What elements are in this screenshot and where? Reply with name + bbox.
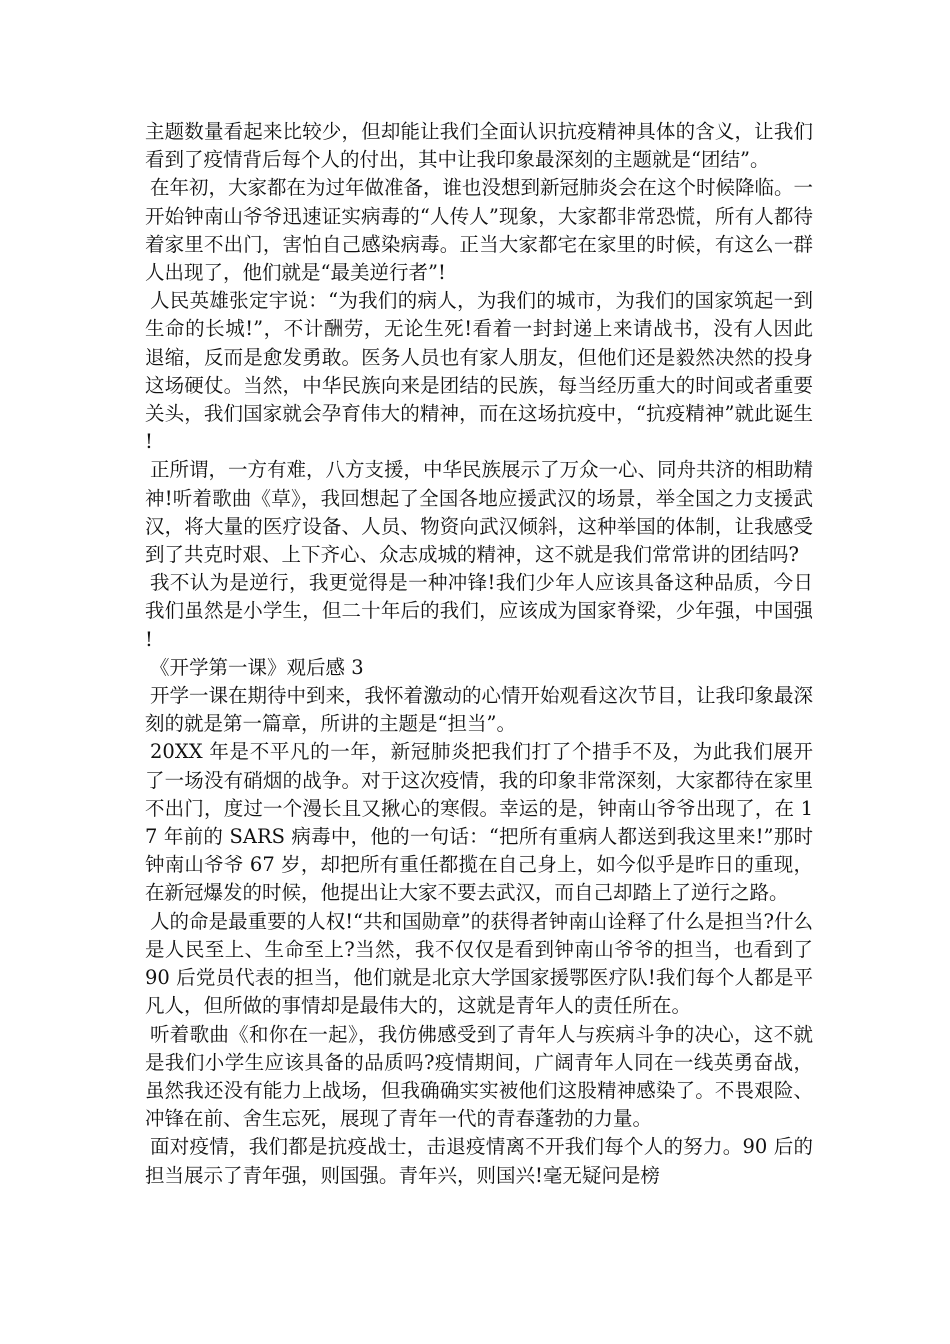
paragraph-2: 在年初，大家都在为过年做准备，谁也没想到新冠肺炎会在这个时候降临。一开始钟南山爷爷迅速证实病毒的“人传人”现象，大家都非常恐慌，所有人都待着家里不出门，害怕自己感染病毒。正当大家都宅在家里的时候，有这么一群人出现了，他们就是“最美逆行者”! xyxy=(145,176,814,285)
paragraph-4: 正所谓，一方有难，八方支援，中华民族展示了万众一心、同舟共济的相助精神!听着歌曲《草》，我回想起了全国各地应援武汉的场景，举全国之力支援武汉，将大量的医疗设备、人员、物资向武汉倾斜，这种举国的体制，让我感受到了共克时艰、上下齐心、众志成城的精神，这不就是我们常常讲的团结吗? xyxy=(145,458,814,567)
paragraph-3: 人民英雄张定宇说：“为我们的病人，为我们的城市，为我们的国家筑起一到生命的长城!”，不计酬劳，无论生死!看着一封封递上来请战书，没有人因此退缩，反而是愈发勇敢。医务人员也有家人朋友，但他们还是毅然决然的投身这场硬仗。当然，中华民族向来是团结的民族，每当经历重大的时间或者重要关头，我们国家就会孕育伟大的精神，而在这场抗疫中，“抗疫精神”就此诞生! xyxy=(145,289,813,454)
section-heading: 《开学第一课》观后感 3 xyxy=(150,655,364,679)
paragraph-8: 人的命是最重要的人权!“共和国勋章”的获得者钟南山诠释了什么是担当?什么是人民至上、生命至上?当然，我不仅仅是看到钟南山爷爷的担当，也看到了 90 后党员代表的担当，他们就是北京大学国家援鄂医疗队!我们每个人都是平凡人，但所做的事情却是最伟大的，这就是青年人的责任所在。 xyxy=(145,909,813,1018)
paragraph-7: 20XX 年是不平凡的一年，新冠肺炎把我们打了个措手不及，为此我们展开了一场没有硝烟的战争。对于这次疫情，我的印象非常深刻，大家都待在家里不出门，度过一个漫长且又揪心的寒假。幸运的是，钟南山爷爷出现了，在 17 年前的 SARS 病毒中，他的一句话：“把所有重病人都送到我这里来!”那时钟南山爷爷 67 岁，却把所有重任都揽在自己身上，如今似乎是昨日的重现，在新冠爆发的时候，他提出让大家不要去武汉，而自己却踏上了逆行之路。 xyxy=(145,740,813,905)
paragraph-5: 我不认为是逆行，我更觉得是一种冲锋!我们少年人应该具备这种品质，今日我们虽然是小学生，但二十年后的我们，应该成为国家脊梁，少年强，中国强! xyxy=(145,571,813,651)
paragraph-6: 开学一课在期待中到来，我怀着激动的心情开始观看这次节目，让我印象最深刻的就是第一篇章，所讲的主题是“担当”。 xyxy=(145,684,814,736)
document-page xyxy=(145,118,813,1190)
paragraph-1: 主题数量看起来比较少，但却能让我们全面认识抗疫精神具体的含义，让我们看到了疫情背后每个人的付出，其中让我印象最深刻的主题就是“团结”。 xyxy=(145,120,813,172)
paragraph-10: 面对疫情，我们都是抗疫战士，击退疫情离不开我们每个人的努力。90 后的担当展示了青年强，则国强。青年兴，则国兴!毫无疑问是榜 xyxy=(145,1135,813,1187)
paragraph-9: 听着歌曲《和你在一起》，我仿佛感受到了青年人与疾病斗争的决心，这不就是我们小学生应该具备的品质吗?疫情期间，广阔青年人同在一线英勇奋战，虽然我还没有能力上战场，但我确确实实被他们这股精神感染了。不畏艰险、冲锋在前、舍生忘死，展现了青年一代的青春蓬勃的力量。 xyxy=(145,1022,813,1131)
